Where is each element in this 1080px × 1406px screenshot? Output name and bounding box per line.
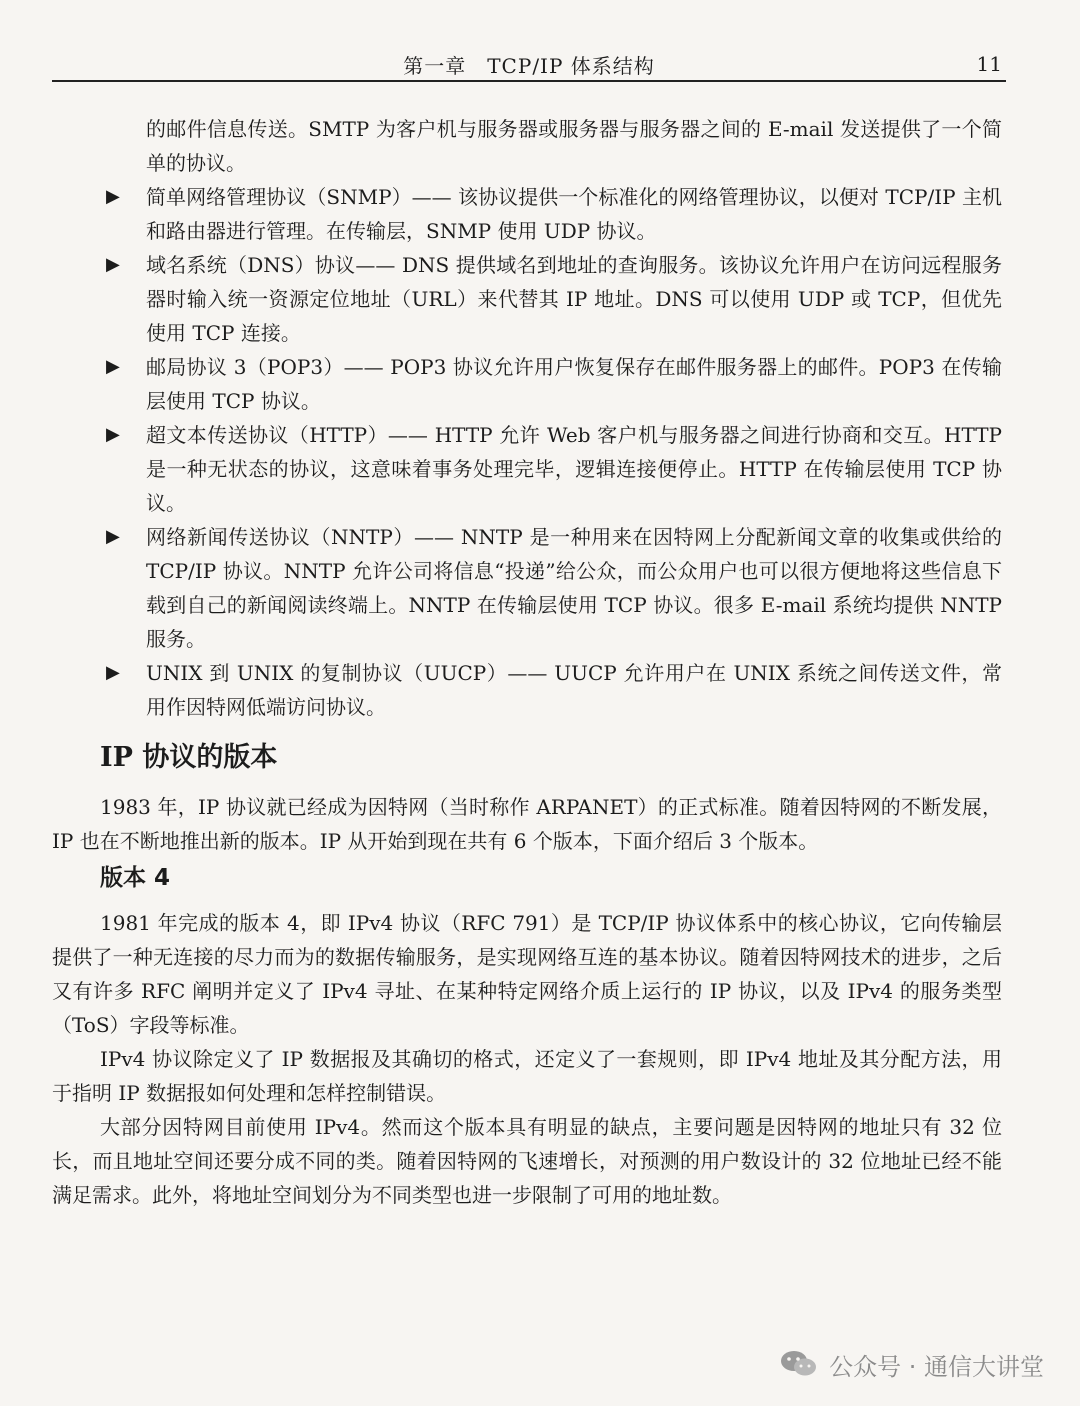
body-paragraph: 大部分因特网目前使用 IPv4。然而这个版本具有明显的缺点，主要问题是因特网的地址只有 32 位长，而且地址空间还要分成不同的类。随着因特网的飞速增长，对预测的用户数设计的 32 位地址已经不能满足需求。此外，将地址空间划分为不同类型也进一步限制了可用的地址数。 [52,1115,1002,1207]
protocol-list [52,112,1002,724]
bullet-arrow-icon: ▶ [106,662,120,683]
bullet-arrow-icon: ▶ [106,254,120,275]
bullet-arrow-icon: ▶ [106,356,120,377]
wechat-icon [779,1349,819,1379]
watermark-text: 公众号 · 通信大讲堂 [829,1352,1044,1381]
list-item [52,180,1002,248]
bullet-arrow-icon: ▶ [106,526,120,547]
watermark [779,1344,1044,1384]
list-item-text: 网络新闻传送协议（NNTP）—— NNTP 是一种用来在因特网上分配新闻文章的收集或供给的 TCP/IP 协议。NNTP 允许公司将信息“投递”给公众，而公众用户也可以很方便地将这些信息下载到自己的新闻阅读终端上。NNTP 在传输层使用 TCP 协议。很多 E-mail 系统均提供 NNTP 服务。 [146,525,1002,651]
section-intro-paragraph: 1983 年，IP 协议就已经成为因特网（当时称作 ARPANET）的正式标准。随着因特网的不断发展，IP 也在不断地推出新的版本。IP 从开始到现在共有 6 个版本，下面介绍后 3 个版本。 [52,795,1002,853]
list-item-text: 超文本传送协议（HTTP）—— HTTP 允许 Web 客户机与服务器之间进行协商和交互。HTTP 是一种无状态的协议，这意味着事务处理完毕，逻辑连接便停止。HTTP 在传输层使用 TCP 协议。 [146,423,1002,515]
list-item-text: 域名系统（DNS）协议—— DNS 提供域名到地址的查询服务。该协议允许用户在访问远程服务器时输入统一资源定位地址（URL）来代替其 IP 地址。DNS 可以使用 UDP 或 TCP，但优先使用 TCP 连接。 [146,253,1002,345]
bullet-arrow-icon: ▶ [106,186,120,207]
body-paragraph: IPv4 协议除定义了 IP 数据报及其确切的格式，还定义了一套规则，即 IPv4 地址及其分配方法，用于指明 IP 数据报如何处理和怎样控制错误。 [52,1047,1002,1105]
header-rule [52,80,1006,82]
page-number: 11 [976,52,1002,76]
section-heading: IP 协议的版本 [100,742,278,773]
bullet-arrow-icon: ▶ [106,424,120,445]
list-item [52,350,1002,418]
page-header [52,44,1006,82]
list-item-text: 邮局协议 3（POP3）—— POP3 协议允许用户恢复保存在邮件服务器上的邮件。POP3 在传输层使用 TCP 协议。 [146,355,1002,413]
list-item [52,656,1002,724]
subsection-heading: 版本 4 [100,865,171,891]
list-item [52,418,1002,520]
list-item [52,520,1002,656]
body-paragraph: 1981 年完成的版本 4，即 IPv4 协议（RFC 791）是 TCP/IP 协议体系中的核心协议，它向传输层提供了一种无连接的尽力而为的数据传输服务，是实现网络互连的基本协议。随着因特网技术的进步，之后又有许多 RFC 阐明并定义了 IPv4 寻址、在某种特定网络介质上运行的 IP 协议，以及 IPv4 的服务类型（ToS）字段等标准。 [52,911,1002,1037]
list-item [52,248,1002,350]
list-item-text: 的邮件信息传送。SMTP 为客户机与服务器或服务器与服务器之间的 E-mail 发送提供了一个简单的协议。 [146,117,1002,175]
page-body [52,112,1002,1212]
list-item [52,112,1002,180]
list-item-text: UNIX 到 UNIX 的复制协议（UUCP）—— UUCP 允许用户在 UNIX 系统之间传送文件，常用作因特网低端访问协议。 [146,661,1002,719]
chapter-title: 第一章 TCP/IP 体系结构 [403,54,655,78]
list-item-text: 简单网络管理协议（SNMP）—— 该协议提供一个标准化的网络管理协议，以便对 TCP/IP 主机和路由器进行管理。在传输层，SNMP 使用 UDP 协议。 [146,185,1002,243]
